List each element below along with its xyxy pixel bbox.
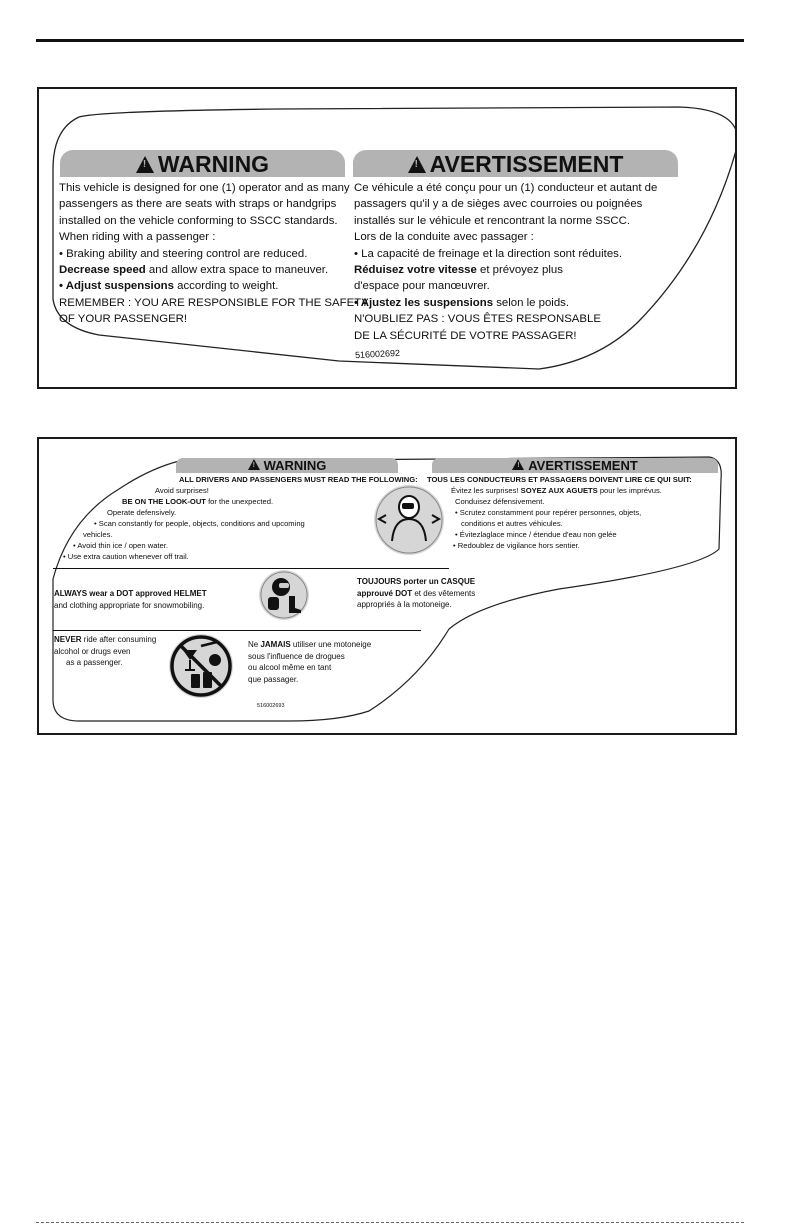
text-span: pour les imprévus. xyxy=(597,486,662,495)
text-line: Conduisez défensivement. xyxy=(455,497,545,506)
text-line: alcohol or drugs even xyxy=(54,646,131,656)
text-line: installed on the vehicle conforming to SSCC standards. xyxy=(59,214,338,227)
emphasis-text: ALWAYS xyxy=(54,589,88,598)
text-line: • Scrutez constamment pour repérer personnes, objets, xyxy=(455,508,642,517)
warning-title: WARNING xyxy=(263,458,327,473)
emphasis-text: approuvé DOT xyxy=(357,588,413,598)
text-line xyxy=(354,262,657,278)
text-line xyxy=(54,634,156,646)
text-line xyxy=(59,278,369,294)
warning-triangle-icon: ! xyxy=(248,459,260,470)
header-rule xyxy=(36,39,744,42)
english-heading: ALL DRIVERS AND PASSENGERS MUST READ THE FOLLOWING: xyxy=(179,475,418,484)
warning-triangle-icon: ! xyxy=(408,156,426,173)
text-line: as a passenger. xyxy=(66,658,123,667)
text-line: OF YOUR PASSENGER! xyxy=(59,313,188,326)
never-french-text xyxy=(248,639,371,685)
avertissement-title: AVERTISSEMENT xyxy=(528,458,638,473)
section-divider xyxy=(53,630,421,631)
text-line: • Braking ability and steering control are reduced. xyxy=(59,247,308,260)
text-span: Évitez les surprises! xyxy=(451,486,521,495)
text-line xyxy=(122,496,273,507)
text-line: DE LA SÉCURITÉ DE VOTRE PASSAGER! xyxy=(354,329,577,342)
text-span: wear a xyxy=(87,589,117,598)
text-line: passengers as there are seats with straps or handgrips xyxy=(59,198,337,211)
warning-banner xyxy=(176,458,398,473)
text-line: REMEMBER : YOU ARE RESPONSIBLE FOR THE SAFETY xyxy=(59,296,369,309)
text-line: • La capacité de freinage et la direction sont réduites. xyxy=(354,247,623,260)
warning-triangle-icon: ! xyxy=(512,459,524,470)
text-line: ou alcool même en tant xyxy=(248,663,332,672)
text-span: et des vêtements xyxy=(412,588,476,598)
text-line: Operate defensively. xyxy=(107,508,177,517)
emphasis-text: CASQUE xyxy=(440,577,476,586)
text-line xyxy=(357,588,475,600)
footer-rule xyxy=(36,1222,744,1223)
section-divider xyxy=(53,568,449,569)
helmet-english-text xyxy=(54,588,207,611)
english-warning-text xyxy=(59,180,369,328)
text-line: • Redoublez de vigilance hors sentier. xyxy=(453,541,580,550)
text-line: This vehicle is designed for one (1) operator and as many xyxy=(59,182,350,194)
text-span: approved HELMET xyxy=(133,589,207,598)
text-line: passagers qu'il y a de sièges avec courroies ou poignées xyxy=(354,198,643,211)
no-alcohol-drugs-icon xyxy=(169,634,233,698)
text-line xyxy=(248,639,371,651)
text-span: ride after consuming xyxy=(81,635,157,644)
text-line xyxy=(451,485,662,496)
text-line xyxy=(354,295,657,311)
emphasis-text: BE ON THE LOOK-OUT xyxy=(122,497,206,506)
label-part-number: 516002692 xyxy=(354,347,401,361)
text-span: according to weight. xyxy=(173,280,279,293)
emphasis-text: NEVER xyxy=(54,635,82,644)
emphasis-text: Decrease speed xyxy=(59,264,146,277)
text-line: and clothing appropriate for snowmobiling. xyxy=(54,600,205,610)
text-line: • Use extra caution whenever off trail. xyxy=(63,552,189,561)
text-line: • Scan constantly for people, objects, conditions and upcoming xyxy=(94,519,305,528)
text-line: N'OUBLIEZ PAS : VOUS ÊTES RESPONSABLE xyxy=(354,313,601,326)
text-line: Lors de la conduite avec passager : xyxy=(354,231,534,244)
text-line: que passager. xyxy=(248,674,299,684)
rider-helmet-icon xyxy=(374,485,444,555)
label-part-number: 516002693 xyxy=(257,703,285,709)
text-line: vehicles. xyxy=(83,530,113,539)
never-english-text xyxy=(54,634,156,669)
rider-scanning-icon xyxy=(374,485,444,555)
avertissement-banner xyxy=(353,150,678,177)
text-line: Ce véhicule a été conçu pour un (1) conducteur et autant de xyxy=(354,182,658,194)
warning-triangle-icon: ! xyxy=(136,156,154,173)
text-line xyxy=(59,262,369,278)
prohibition-icon xyxy=(169,634,233,698)
warning-banner xyxy=(60,150,345,177)
avertissement-title: AVERTISSEMENT xyxy=(429,151,624,177)
emphasis-text: DOT xyxy=(116,589,134,598)
text-line: d'espace pour manœuvrer. xyxy=(354,280,490,293)
text-span: selon le poids. xyxy=(493,296,570,309)
text-line: When riding with a passenger : xyxy=(59,231,216,244)
emphasis-text: Réduisez votre vitesse xyxy=(354,264,477,277)
helmet-glove-boot-icon xyxy=(259,570,309,620)
text-span: porter un xyxy=(401,577,441,586)
text-line: sous l'influence de drogues xyxy=(248,651,345,661)
text-line: Avoid surprises! xyxy=(155,486,209,495)
avertissement-banner xyxy=(432,458,718,473)
text-span: et prévoyez plus xyxy=(476,264,563,277)
french-heading: TOUS LES CONDUCTEURS ET PASSAGERS DOIVENT LIRE CE QUI SUIT: xyxy=(427,475,692,484)
safety-decal-panel xyxy=(37,437,737,735)
text-line: • Évitezlaglace mince / étendue d'eau non gelée xyxy=(455,530,617,539)
helmet-french-text xyxy=(357,576,475,611)
text-line: appropriés à la motoneige. xyxy=(357,600,452,609)
emphasis-text: SOYEZ AUX AGUETS xyxy=(520,486,598,495)
text-span: and allow extra space to maneuver. xyxy=(145,264,329,277)
emphasis-text: JAMAIS xyxy=(260,640,291,649)
text-span: Ne xyxy=(248,640,261,649)
passenger-warning-label-panel xyxy=(37,87,737,389)
text-line: conditions et autres véhicules. xyxy=(461,519,563,528)
helmet-gear-icon xyxy=(259,570,309,620)
text-line: installés sur le véhicule et rencontrant la norme SSCC. xyxy=(354,214,631,227)
text-span: for the unexpected. xyxy=(205,497,274,506)
emphasis-text: TOUJOURS xyxy=(357,577,402,586)
warning-title: WARNING xyxy=(157,151,270,177)
french-warning-text xyxy=(354,180,657,344)
text-line xyxy=(54,588,207,600)
text-span: utiliser une motoneige xyxy=(290,640,372,649)
emphasis-text: • Ajustez les suspensions xyxy=(354,296,494,309)
text-line xyxy=(357,576,475,588)
text-line: • Avoid thin ice / open water. xyxy=(73,541,168,550)
emphasis-text: • Adjust suspensions xyxy=(59,280,174,293)
